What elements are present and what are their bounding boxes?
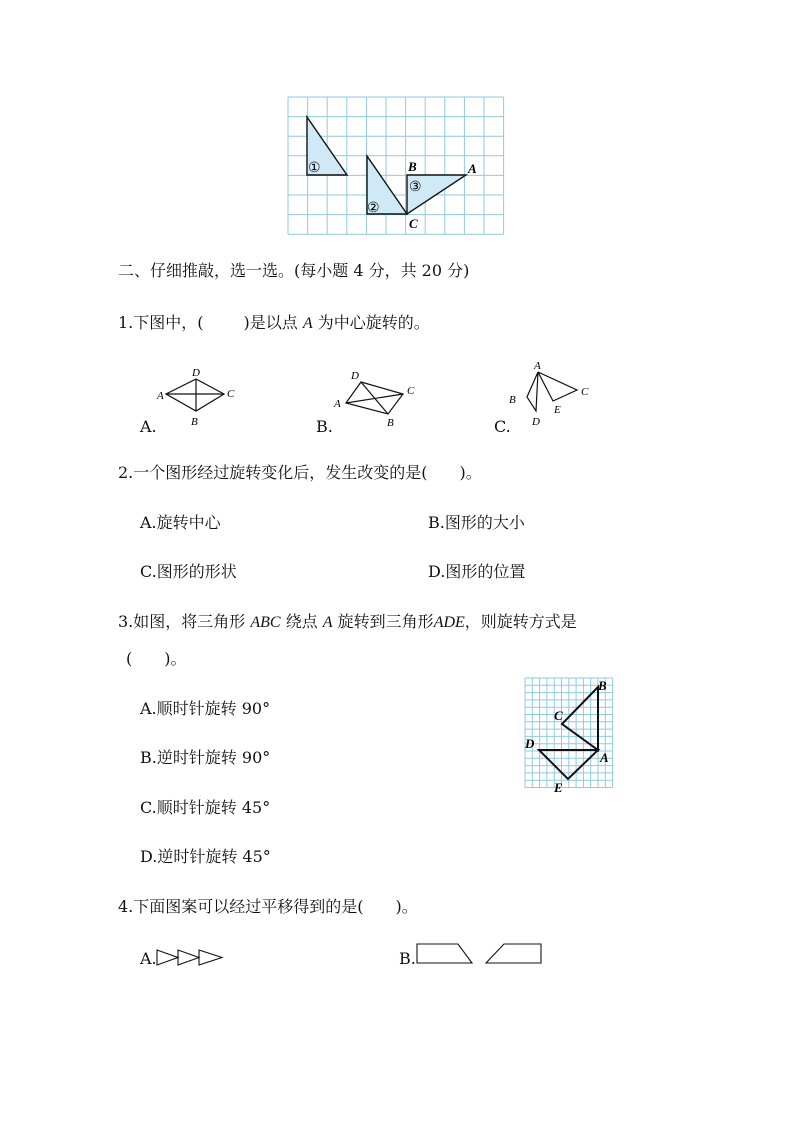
question-4-stem: 4.下面图案可以经过平移得到的是( )。 (118, 897, 418, 916)
q4-figure-a-triangles (156, 947, 228, 969)
q1c-label-a: A (534, 360, 541, 372)
triangle-3-label: ③ (409, 180, 422, 195)
point-a-label: A (468, 161, 477, 176)
q3-label-d: D (525, 736, 535, 751)
q4-figure-b-trapezoids (414, 941, 546, 967)
q1-figure-c (505, 357, 605, 432)
point-c-label: C (409, 216, 418, 231)
q1-option-c[interactable]: C. (494, 417, 511, 436)
q1-stem-pre: 1.下图中，( (118, 313, 204, 332)
q3-stem-a: A (322, 614, 333, 631)
q1c-label-e: E (554, 404, 561, 416)
q1a-label-a: A (157, 390, 164, 402)
q1b-label-a: A (334, 398, 341, 410)
question-1-stem (118, 313, 430, 334)
q2-option-d[interactable]: D.图形的位置 (428, 562, 526, 581)
rotation-grid-figure (280, 90, 510, 240)
q4-option-a[interactable]: A. (140, 949, 157, 968)
q3-stem-ade: ADE (433, 614, 465, 631)
q3-figure-grid (525, 678, 613, 788)
q3-stem-3: 旋转到三角形 (337, 612, 434, 631)
q3-label-b: B (598, 678, 607, 693)
q2-option-a[interactable]: A.旋转中心 (140, 513, 221, 532)
q1a-label-b: B (191, 416, 198, 428)
q2-option-b[interactable]: B.图形的大小 (428, 513, 525, 532)
q1b-label-b: B (387, 417, 394, 429)
q1-figure-a (150, 362, 250, 432)
q1-stem-post: )是以点 (243, 313, 298, 332)
q1-stem-point: A (302, 315, 313, 332)
q1b-label-d: D (351, 370, 359, 382)
question-3-stem (118, 612, 577, 633)
q1c-label-c: C (581, 386, 589, 398)
triangle-1-label: ① (308, 161, 321, 176)
q3-option-d[interactable]: D.逆时针旋转 45° (140, 847, 271, 866)
q3-label-c: C (554, 708, 563, 723)
q4-option-b[interactable]: B. (399, 949, 416, 968)
q1a-label-d: D (192, 367, 200, 379)
q1b-label-c: C (407, 385, 415, 397)
q3-stem-2: 绕点 (285, 612, 318, 631)
q1-option-a[interactable]: A. (140, 417, 157, 436)
q1a-label-c: C (227, 388, 235, 400)
q3-stem-abc: ABC (250, 614, 281, 631)
question-3-stem-line2: ( )。 (126, 649, 187, 668)
q3-option-a[interactable]: A.顺时针旋转 90° (140, 699, 271, 718)
question-2-stem: 2.一个图形经过旋转变化后，发生改变的是( )。 (118, 463, 482, 482)
point-b-label: B (408, 159, 417, 174)
q3-label-e: E (554, 780, 563, 795)
q1c-label-d: D (532, 416, 540, 428)
q3-option-b[interactable]: B.逆时针旋转 90° (140, 748, 271, 767)
q3-stem-4: ，则旋转方式是 (464, 612, 577, 631)
q3-stem-1: 3.如图，将三角形 (118, 612, 246, 631)
q1-figure-b (325, 362, 425, 432)
q1c-label-b: B (509, 394, 516, 406)
q3-label-a: A (600, 750, 609, 765)
q3-rotation-figure (520, 674, 620, 800)
q2-option-c[interactable]: C.图形的形状 (140, 562, 237, 581)
section-2-heading: 二、仔细推敲，选一选。(每小题 4 分，共 20 分) (118, 261, 470, 280)
q3-option-c[interactable]: C.顺时针旋转 45° (140, 798, 271, 817)
q1-option-b[interactable]: B. (316, 417, 333, 436)
q1-stem-end: 为中心旋转的。 (317, 313, 430, 332)
triangle-2-label: ② (367, 201, 380, 216)
